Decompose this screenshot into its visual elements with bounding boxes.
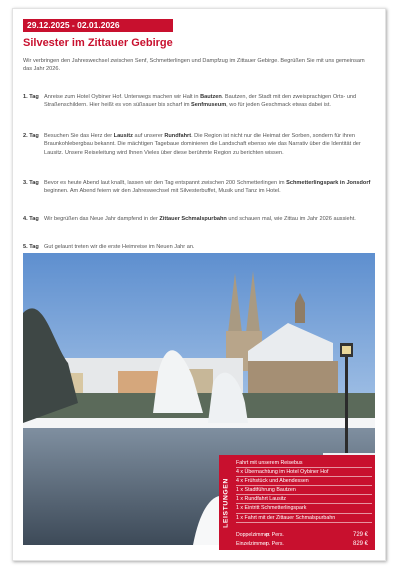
day-label: 4. Tag <box>23 216 39 222</box>
body-text: Wir begrüßen das Neue Jahr dampfend in der <box>44 216 160 222</box>
service-item: 1 x Stadtführung Bautzen <box>236 486 372 495</box>
price-value: 729 € <box>352 532 368 538</box>
itinerary-day-1 <box>23 93 373 110</box>
price-label: Doppelzimmer <box>236 532 270 538</box>
services-list <box>236 459 372 523</box>
itinerary-day-4 <box>23 215 373 223</box>
body-text: und schauen mal, wie Zittau im Jahr 2026 aussieht. <box>226 216 356 222</box>
highlight-text: Bautzen <box>200 94 222 100</box>
day-text <box>44 215 373 223</box>
itinerary-day-5 <box>23 243 373 251</box>
price-label: Einzelzimmer <box>236 541 268 547</box>
service-item: 1 x Eintritt Schmetterlingspark <box>236 504 372 513</box>
day-label: 2. Tag <box>23 133 39 139</box>
highlight-text: Lausitz <box>113 133 133 139</box>
services-box <box>219 455 375 550</box>
body-text: Gut gelaunt treten wir die erste Heimreise im Neuen Jahr an. <box>44 244 195 250</box>
day-text <box>44 179 373 196</box>
services-heading: LEISTUNGEN <box>222 477 230 528</box>
day-text <box>44 93 373 110</box>
body-text: Anreise zum Hotel Oybiner Hof. Unterwegs machen wir Halt in <box>44 94 201 100</box>
price-unit: p. Pers. <box>266 541 284 547</box>
date-range: 29.12.2025 - 02.01.2026 <box>27 20 120 30</box>
service-item: 1 x Fahrt mit der Zittauer Schmalspurbahn <box>236 514 372 523</box>
day-label: 3. Tag <box>23 180 39 186</box>
intro-text: Wir verbringen den Jahreswechsel zwischen Senf, Schmetterlingen und Dampfzug im Zittauer Gebirge. Begrüßen Sie mit uns gemeinsam das Jahr 2026. <box>23 58 365 72</box>
body-text: . Bautzen, der Stadt mit den zweisprachigen Orts- und Straßenschildern. Hier heißt es von süßsauer bis scharf im <box>44 94 357 109</box>
date-banner <box>23 19 173 32</box>
body-text: Besuchen Sie das Herz der <box>44 133 114 139</box>
body-text: . Die Region ist nicht nur die Heimat der Sorben, sondern für ihren Braunkohlebergbau bekannt. Die mächtigen Tagebaue dominieren die Landschaft ebenso wie das Narrativ über die Identität der Lausitz. Unsere Reiseleitung wird Ihnen Vieles über diese berühmte Region zu berichten wissen. <box>44 133 361 156</box>
price-value: 829 € <box>352 541 368 547</box>
body-text: auf unserer <box>132 133 165 139</box>
body-text: , wo für jeden Geschmack etwas dabei ist. <box>226 102 331 109</box>
page-title: Silvester im Zittauer Gebirge <box>23 37 173 49</box>
itinerary-day-3 <box>23 179 373 196</box>
highlight-text: Rundfahrt <box>164 133 192 139</box>
highlight-text: Schmetterlingspark in Jonsdorf <box>286 180 371 186</box>
service-item: 4 x Frühstück und Abendessen <box>236 477 372 486</box>
price-unit: p. Pers. <box>266 532 284 538</box>
body-text: beginnen. Am Abend feiern wir den Jahreswechsel mit Silvesterbuffet, Musik und Tanz im Hotel. <box>44 188 281 195</box>
brochure-page <box>12 8 386 561</box>
highlight-text: Senfmuseum <box>191 102 227 109</box>
service-item: 1 x Rundfahrt Lausitz <box>236 495 372 504</box>
highlight-text: Zittauer Schmalspurbahn <box>159 216 227 222</box>
body-text: Bevor es heute Abend laut knallt, lassen wir den Tag entspannt zwischen 200 Schmetterlingen im <box>44 180 287 186</box>
service-item: 4 x Übernachtung im Hotel Oybiner Hof <box>236 468 372 477</box>
itinerary-day-2 <box>23 132 373 157</box>
day-label: 1. Tag <box>23 94 39 100</box>
day-text <box>44 132 373 157</box>
day-label: 5. Tag <box>23 244 39 250</box>
service-item: Fahrt mit unserem Reisebus <box>236 459 372 468</box>
day-text <box>44 243 373 251</box>
